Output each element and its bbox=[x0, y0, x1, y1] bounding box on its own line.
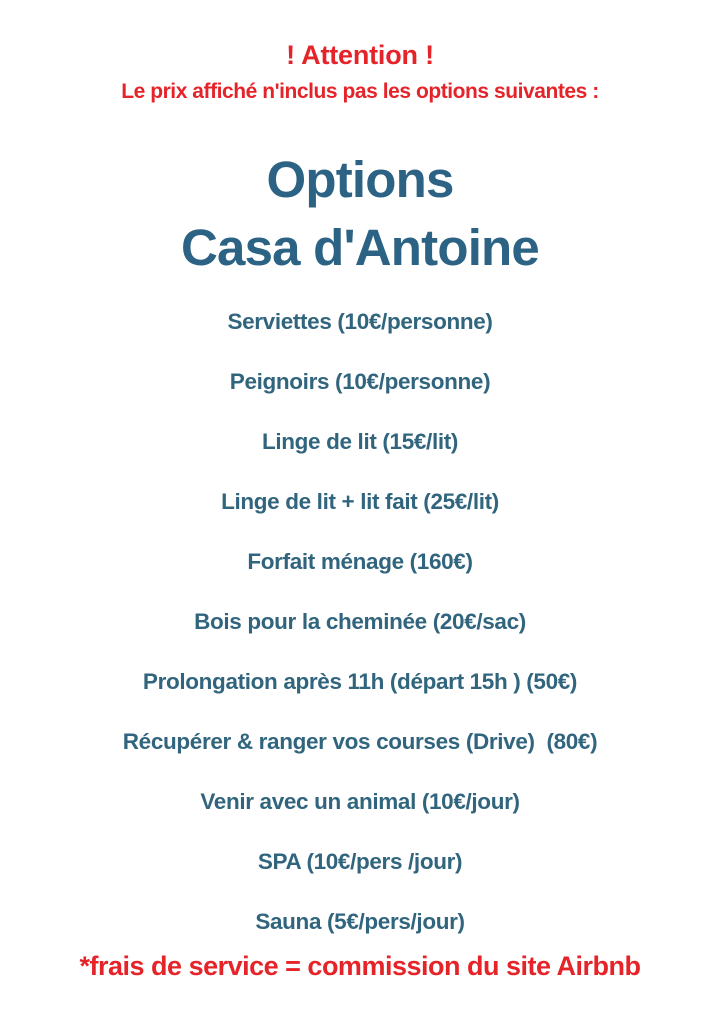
footer-note: *frais de service = commission du site Airbnb bbox=[79, 951, 641, 981]
list-item: Venir avec un animal (10€/jour) bbox=[200, 789, 520, 814]
options-list bbox=[0, 292, 720, 952]
list-item: SPA (10€/pers /jour) bbox=[257, 849, 463, 874]
page-title-line-1: Options bbox=[266, 151, 454, 208]
alert-block bbox=[0, 38, 720, 106]
list-item: Récupérer & ranger vos courses (Drive) (80€) bbox=[122, 729, 598, 754]
alert-subtitle: Le prix affiché n'inclus pas les options suivantes : bbox=[121, 80, 599, 103]
list-item: Peignoirs (10€/personne) bbox=[229, 369, 491, 394]
list-item: Forfait ménage (160€) bbox=[247, 549, 473, 574]
list-item: Prolongation après 11h (départ 15h ) (50€) bbox=[142, 669, 578, 694]
list-item: Linge de lit (15€/lit) bbox=[261, 429, 459, 454]
page-title bbox=[0, 146, 720, 282]
alert-title: ! Attention ! bbox=[286, 40, 434, 70]
list-item: Linge de lit + lit fait (25€/lit) bbox=[221, 489, 499, 514]
list-item: Serviettes (10€/personne) bbox=[227, 309, 493, 334]
list-item: Bois pour la cheminée (20€/sac) bbox=[194, 609, 526, 634]
page-title-line-2: Casa d'Antoine bbox=[181, 219, 539, 276]
list-item: Sauna (5€/pers/jour) bbox=[255, 909, 465, 934]
